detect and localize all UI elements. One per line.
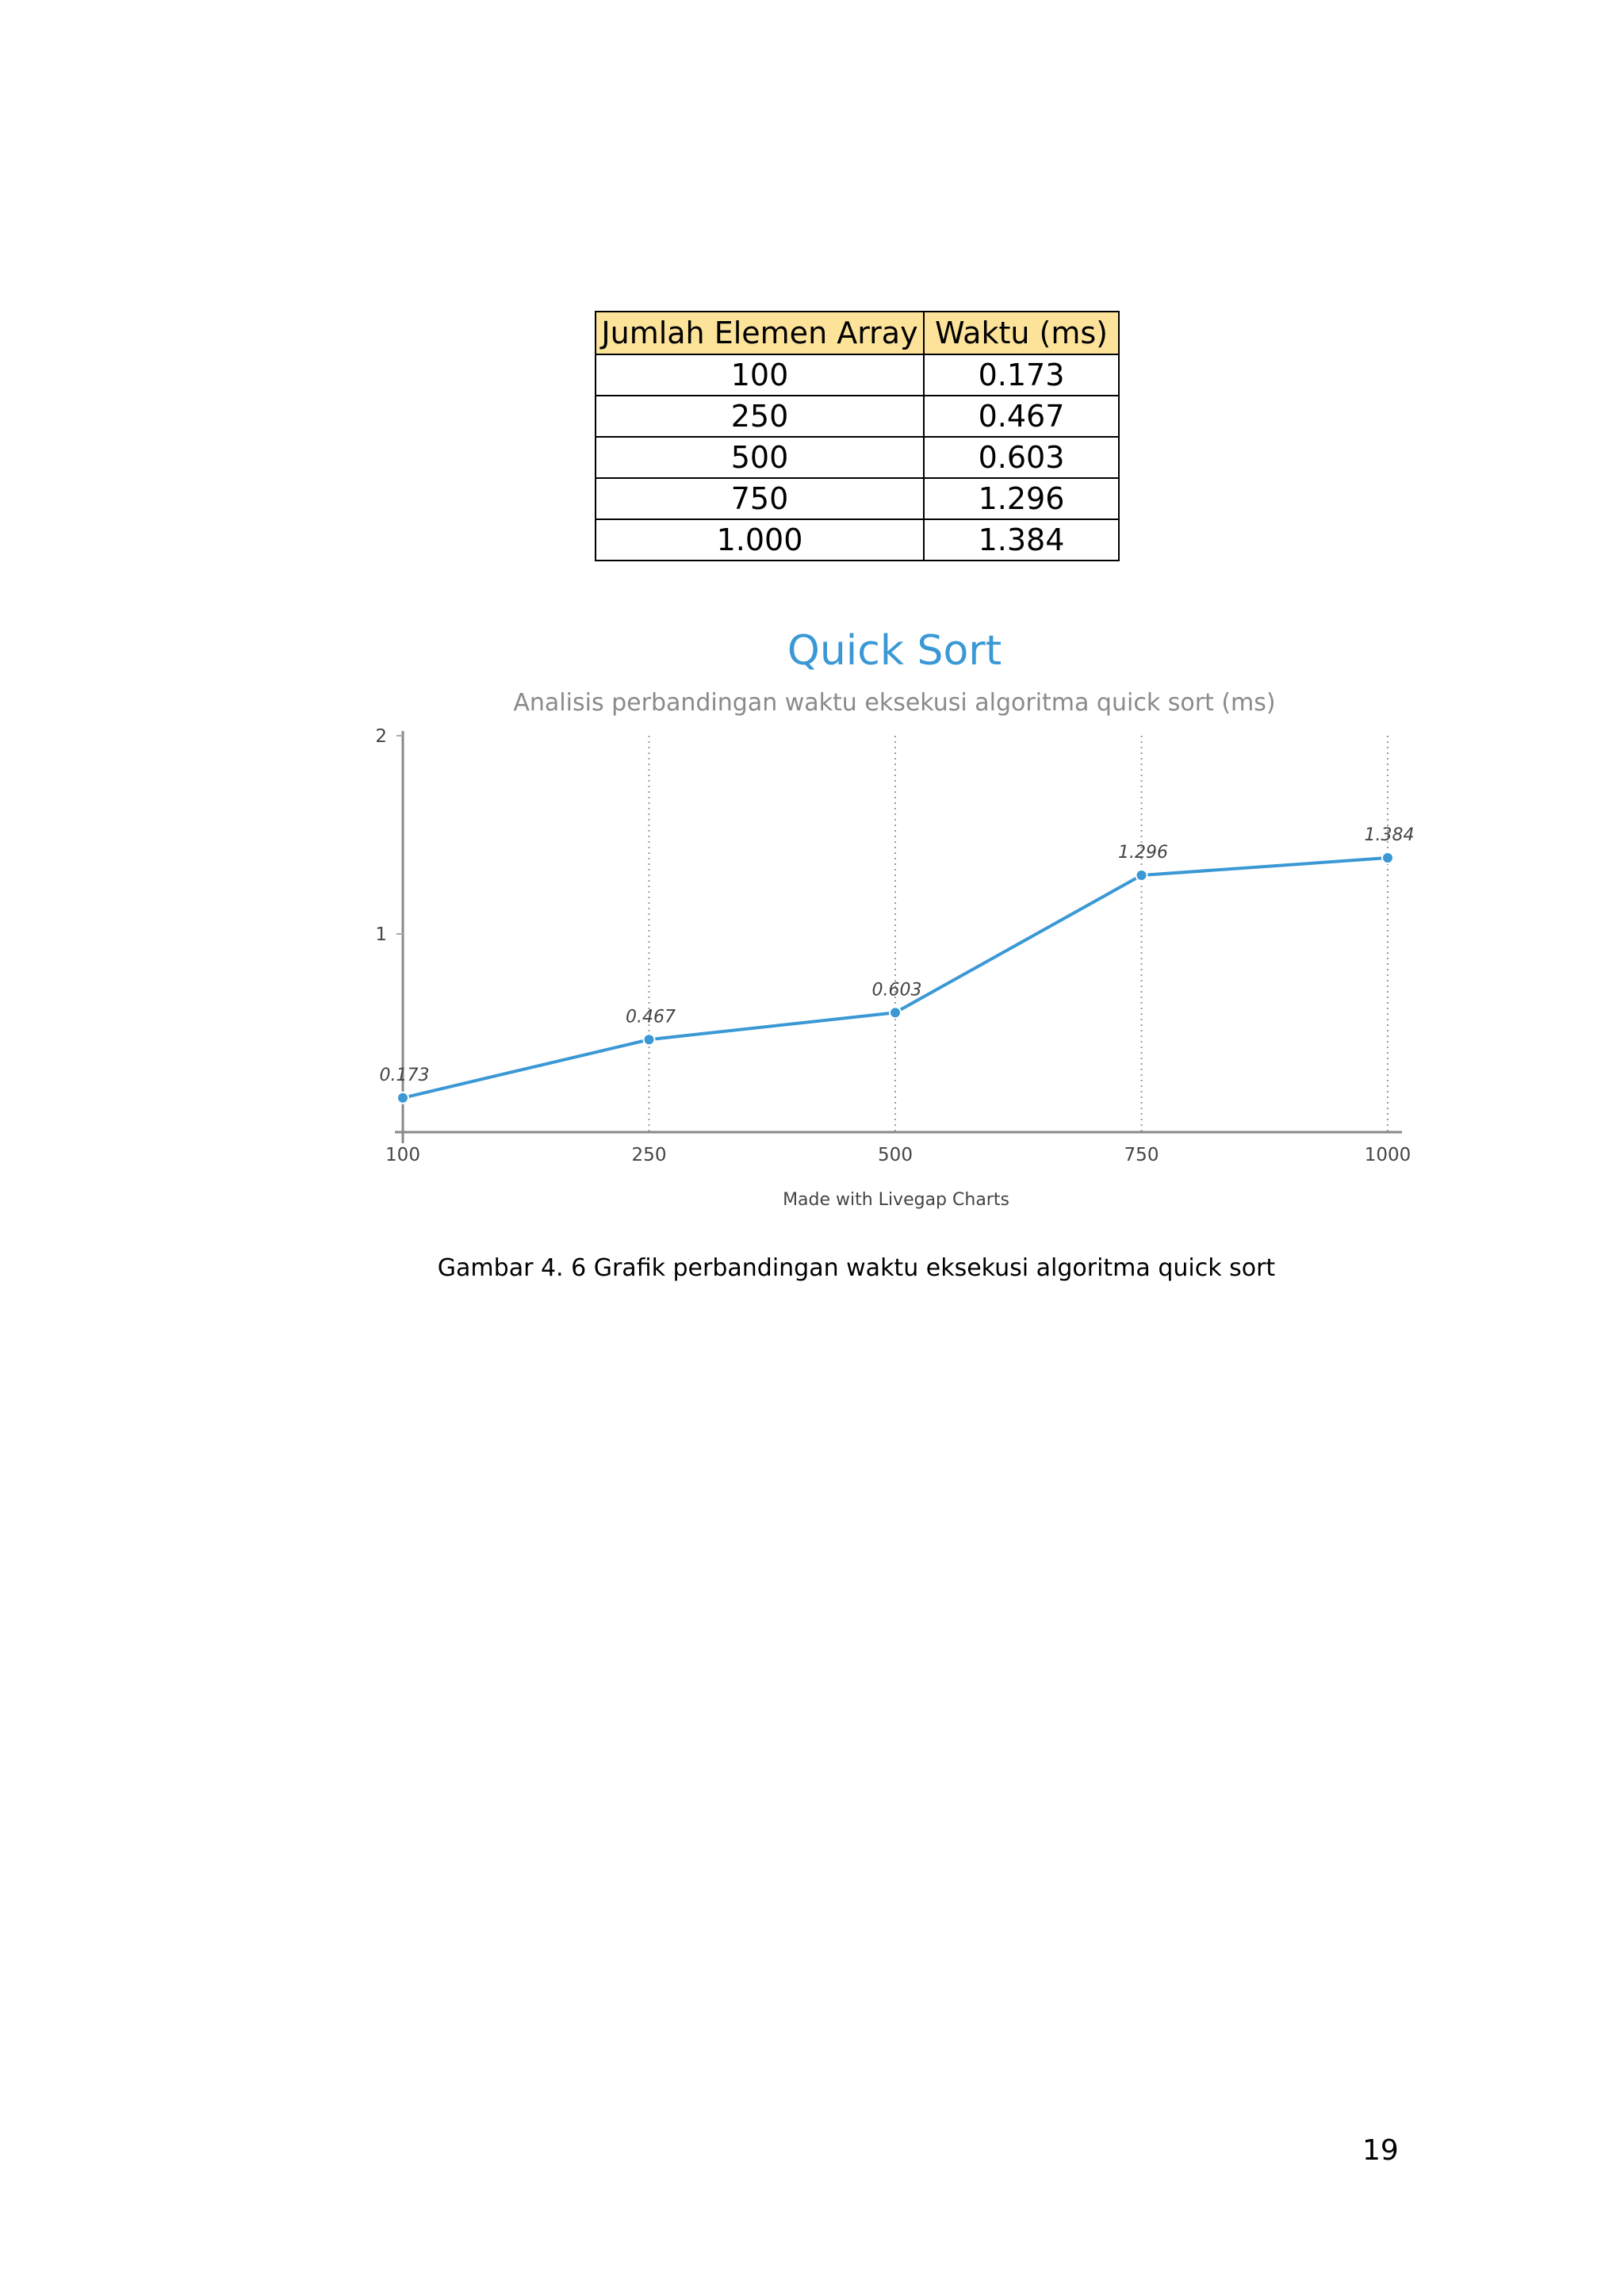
data-label: 1.296 — [1118, 843, 1168, 863]
data-point — [1382, 852, 1393, 863]
data-point — [1136, 870, 1147, 881]
y-tick-label: 1 — [375, 924, 387, 945]
data-point — [890, 1007, 901, 1018]
x-tick-label: 500 — [878, 1145, 913, 1165]
page-number: 19 — [1362, 2134, 1399, 2167]
chart-subtitle: Analisis perbandingan waktu eksekusi algoritma quick sort (ms) — [513, 689, 1276, 717]
table-cell: 250 — [596, 396, 924, 437]
data-label: 1.384 — [1364, 825, 1415, 845]
table-cell: 0.173 — [924, 354, 1119, 396]
data-label: 0.467 — [626, 1007, 676, 1027]
chart-grid — [649, 736, 1388, 1132]
chart-axes — [375, 726, 1411, 1165]
table-header-cell: Jumlah Elemen Array — [596, 312, 924, 354]
table-cell: 100 — [596, 354, 924, 396]
figure-caption: Gambar 4. 6 Grafik perbandingan waktu eksekusi algoritma quick sort — [437, 1254, 1276, 1282]
data-point — [397, 1093, 408, 1104]
table-cell: 1.384 — [924, 519, 1119, 561]
x-tick-label: 100 — [385, 1145, 420, 1165]
chart-title: Quick Sort — [787, 627, 1002, 675]
table-cell: 1.000 — [596, 519, 924, 561]
data-label: 0.603 — [871, 980, 922, 1001]
series-line — [403, 858, 1388, 1098]
x-tick-label: 1000 — [1364, 1145, 1411, 1165]
table-cell: 0.467 — [924, 396, 1119, 437]
x-tick-label: 750 — [1124, 1145, 1159, 1165]
y-tick-label: 2 — [375, 726, 387, 747]
table-cell: 750 — [596, 478, 924, 519]
data-point — [644, 1034, 655, 1045]
x-tick-label: 250 — [631, 1145, 667, 1165]
table-cell: 0.603 — [924, 437, 1119, 478]
data-label: 0.173 — [379, 1065, 430, 1085]
table-cell: 500 — [596, 437, 924, 478]
table-header-cell: Waktu (ms) — [924, 312, 1119, 354]
table-cell: 1.296 — [924, 478, 1119, 519]
chart-series — [380, 825, 1415, 1104]
chart-credit: Made with Livegap Charts — [783, 1190, 1009, 1210]
